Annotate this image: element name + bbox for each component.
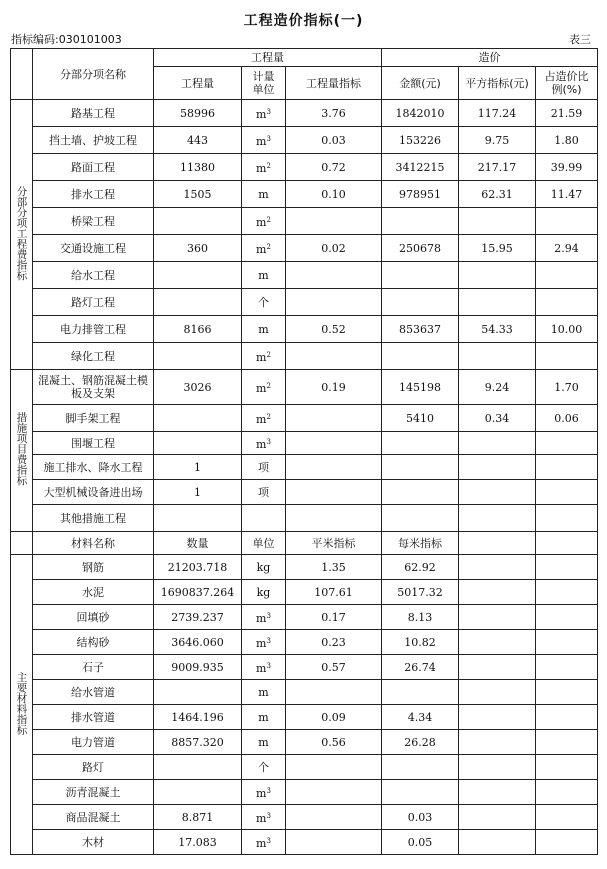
sqm-index: 9.24 xyxy=(459,370,536,405)
quantity-index: 3.76 xyxy=(286,100,382,127)
quantity-index xyxy=(286,405,382,432)
cost-ratio: 39.99 xyxy=(536,154,598,181)
table-row xyxy=(11,480,598,505)
page-title: 工程造价指标(一) xyxy=(243,13,364,29)
table-row xyxy=(11,262,598,289)
unit-exponent: 2 xyxy=(266,215,271,224)
material-sqm-index: 0.56 xyxy=(286,730,382,755)
empty-cell xyxy=(459,555,536,580)
material-sqm-index xyxy=(286,805,382,830)
quantity xyxy=(154,505,242,532)
material-meter-index: 0.03 xyxy=(382,805,459,830)
cost-ratio: 1.80 xyxy=(536,127,598,154)
table-row xyxy=(11,780,598,805)
material-unit xyxy=(242,730,286,755)
unit-text: m xyxy=(256,786,267,800)
empty-cell xyxy=(536,580,598,605)
material-sqm-index xyxy=(286,680,382,705)
quantity-index: 0.02 xyxy=(286,235,382,262)
header-ratio xyxy=(536,67,598,100)
empty-cell xyxy=(459,805,536,830)
unit xyxy=(242,316,286,343)
unit-text: m xyxy=(256,661,267,675)
amount xyxy=(382,505,459,532)
unit-text: m xyxy=(256,134,267,148)
cost-ratio xyxy=(536,480,598,505)
amount xyxy=(382,208,459,235)
header-unit-text: 计量单位 xyxy=(252,70,275,96)
unit-text: m xyxy=(258,322,269,336)
quantity: 1 xyxy=(154,455,242,480)
quantity-index xyxy=(286,432,382,455)
material-quantity: 8.871 xyxy=(154,805,242,830)
empty-cell xyxy=(536,555,598,580)
item-name: 施工排水、降水工程 xyxy=(33,455,154,480)
empty-cell xyxy=(459,580,536,605)
material-meter-index: 0.05 xyxy=(382,830,459,855)
item-name: 脚手架工程 xyxy=(33,405,154,432)
header-qty-index: 工程量指标 xyxy=(286,67,382,100)
unit-text: 个 xyxy=(258,295,269,309)
sqm-index xyxy=(459,505,536,532)
cost-ratio: 10.00 xyxy=(536,316,598,343)
unit-text: 项 xyxy=(258,460,269,474)
material-meter-index xyxy=(382,755,459,780)
header-blank xyxy=(11,532,33,555)
amount xyxy=(382,343,459,370)
unit xyxy=(242,370,286,405)
material-name: 结构砂 xyxy=(33,630,154,655)
sqm-index xyxy=(459,480,536,505)
table-row xyxy=(11,705,598,730)
unit-exponent: 3 xyxy=(266,811,271,820)
cost-ratio: 1.70 xyxy=(536,370,598,405)
header-material-name: 材料名称 xyxy=(33,532,154,555)
material-quantity: 17.083 xyxy=(154,830,242,855)
header-material-sqm: 平米指标 xyxy=(286,532,382,555)
unit xyxy=(242,127,286,154)
table-row xyxy=(11,100,598,127)
unit-exponent: 3 xyxy=(266,611,271,620)
material-name: 钢筋 xyxy=(33,555,154,580)
unit xyxy=(242,289,286,316)
header-material-meter: 每米指标 xyxy=(382,532,459,555)
item-name: 桥梁工程 xyxy=(33,208,154,235)
quantity xyxy=(154,262,242,289)
material-unit xyxy=(242,580,286,605)
empty-cell xyxy=(536,830,598,855)
material-meter-index: 26.28 xyxy=(382,730,459,755)
material-quantity: 1690837.264 xyxy=(154,580,242,605)
sqm-index xyxy=(459,343,536,370)
table-row xyxy=(11,181,598,208)
empty-cell xyxy=(459,755,536,780)
quantity-index xyxy=(286,208,382,235)
unit-exponent: 3 xyxy=(266,107,271,116)
table-row xyxy=(11,805,598,830)
unit-text: m xyxy=(258,685,269,699)
sqm-index: 9.75 xyxy=(459,127,536,154)
quantity-index: 0.52 xyxy=(286,316,382,343)
quantity: 1505 xyxy=(154,181,242,208)
amount: 145198 xyxy=(382,370,459,405)
unit-text: m xyxy=(256,636,267,650)
material-quantity xyxy=(154,680,242,705)
header-unit xyxy=(242,67,286,100)
item-name: 混凝土、钢筋混凝土模板及支架 xyxy=(33,370,154,405)
material-unit xyxy=(242,605,286,630)
material-name: 沥青混凝土 xyxy=(33,780,154,805)
cost-ratio xyxy=(536,262,598,289)
item-name: 大型机械设备进出场 xyxy=(33,480,154,505)
quantity-index: 0.03 xyxy=(286,127,382,154)
unit-exponent: 2 xyxy=(266,242,271,251)
quantity: 8166 xyxy=(154,316,242,343)
sqm-index: 15.95 xyxy=(459,235,536,262)
amount xyxy=(382,480,459,505)
cost-index-table xyxy=(10,48,598,855)
sqm-index: 0.34 xyxy=(459,405,536,432)
quantity-index xyxy=(286,262,382,289)
empty-cell xyxy=(536,630,598,655)
item-name: 路灯工程 xyxy=(33,289,154,316)
table-row xyxy=(11,555,598,580)
material-name: 路灯 xyxy=(33,755,154,780)
quantity: 1 xyxy=(154,480,242,505)
empty-cell xyxy=(536,780,598,805)
unit-text: m xyxy=(258,710,269,724)
quantity-index: 0.10 xyxy=(286,181,382,208)
empty-cell xyxy=(536,680,598,705)
material-unit xyxy=(242,555,286,580)
empty-cell xyxy=(459,830,536,855)
table-row xyxy=(11,127,598,154)
material-sqm-index xyxy=(286,780,382,805)
material-unit xyxy=(242,630,286,655)
cost-ratio: 21.59 xyxy=(536,100,598,127)
item-name: 路面工程 xyxy=(33,154,154,181)
material-sqm-index: 0.09 xyxy=(286,705,382,730)
cost-ratio xyxy=(536,505,598,532)
material-meter-index: 4.34 xyxy=(382,705,459,730)
header-material-qty: 数量 xyxy=(154,532,242,555)
material-unit xyxy=(242,705,286,730)
empty-cell xyxy=(459,705,536,730)
section-label-text: 分部分项工程费指标 xyxy=(15,185,28,281)
unit-text: m xyxy=(258,268,269,282)
empty-cell xyxy=(459,730,536,755)
table-row xyxy=(11,830,598,855)
material-sqm-index: 1.35 xyxy=(286,555,382,580)
quantity-index xyxy=(286,455,382,480)
header-ratio-text: 占造价比例(%) xyxy=(544,70,589,96)
cost-ratio xyxy=(536,455,598,480)
table-row xyxy=(11,755,598,780)
table-row xyxy=(11,154,598,181)
item-name: 挡土墙、护坡工程 xyxy=(33,127,154,154)
material-name: 石子 xyxy=(33,655,154,680)
material-meter-index: 10.82 xyxy=(382,630,459,655)
empty-cell xyxy=(459,532,536,555)
material-sqm-index: 107.61 xyxy=(286,580,382,605)
material-unit xyxy=(242,805,286,830)
material-name: 排水管道 xyxy=(33,705,154,730)
cost-ratio xyxy=(536,289,598,316)
cost-ratio xyxy=(536,208,598,235)
table-row xyxy=(11,655,598,680)
quantity-index xyxy=(286,289,382,316)
section-label-text: 主要材料指标 xyxy=(15,671,28,735)
material-name: 水泥 xyxy=(33,580,154,605)
amount: 5410 xyxy=(382,405,459,432)
unit xyxy=(242,208,286,235)
item-name: 排水工程 xyxy=(33,181,154,208)
unit-text: m xyxy=(256,215,267,229)
section-label-cuoshi xyxy=(11,370,33,532)
cost-ratio: 0.06 xyxy=(536,405,598,432)
quantity xyxy=(154,432,242,455)
material-quantity: 2739.237 xyxy=(154,605,242,630)
material-name: 电力管道 xyxy=(33,730,154,755)
sqm-index xyxy=(459,432,536,455)
header-sqm-index: 平方指标(元) xyxy=(459,67,536,100)
sqm-index xyxy=(459,208,536,235)
material-quantity: 1464.196 xyxy=(154,705,242,730)
material-quantity: 3646.060 xyxy=(154,630,242,655)
amount: 978951 xyxy=(382,181,459,208)
amount xyxy=(382,432,459,455)
unit-text: m xyxy=(256,437,267,451)
header-quantity: 工程量 xyxy=(154,67,242,100)
quantity-index: 0.19 xyxy=(286,370,382,405)
cost-ratio: 11.47 xyxy=(536,181,598,208)
quantity-index xyxy=(286,343,382,370)
quantity: 360 xyxy=(154,235,242,262)
material-name: 木材 xyxy=(33,830,154,855)
material-quantity: 9009.935 xyxy=(154,655,242,680)
amount: 153226 xyxy=(382,127,459,154)
material-meter-index: 62.92 xyxy=(382,555,459,580)
sqm-index: 62.31 xyxy=(459,181,536,208)
material-unit xyxy=(242,830,286,855)
empty-cell xyxy=(459,680,536,705)
unit xyxy=(242,455,286,480)
amount: 250678 xyxy=(382,235,459,262)
sqm-index xyxy=(459,262,536,289)
unit-text: m xyxy=(256,242,267,256)
quantity-index: 0.72 xyxy=(286,154,382,181)
section-label-text: 措施项目费指标 xyxy=(15,412,28,486)
unit-text: m xyxy=(256,350,267,364)
unit-exponent: 3 xyxy=(266,661,271,670)
empty-cell xyxy=(536,755,598,780)
amount xyxy=(382,289,459,316)
material-meter-index: 26.74 xyxy=(382,655,459,680)
amount xyxy=(382,455,459,480)
amount: 1842010 xyxy=(382,100,459,127)
table-row xyxy=(11,405,598,432)
empty-cell xyxy=(536,655,598,680)
empty-cell xyxy=(459,630,536,655)
unit-text: m xyxy=(258,735,269,749)
material-quantity xyxy=(154,780,242,805)
cost-ratio: 2.94 xyxy=(536,235,598,262)
unit-text: 项 xyxy=(258,485,269,499)
unit-exponent: 3 xyxy=(266,836,271,845)
table-row xyxy=(11,730,598,755)
material-quantity: 8857.320 xyxy=(154,730,242,755)
empty-cell xyxy=(536,730,598,755)
amount: 853637 xyxy=(382,316,459,343)
material-unit xyxy=(242,680,286,705)
empty-cell xyxy=(536,705,598,730)
table-row xyxy=(11,316,598,343)
unit-exponent: 2 xyxy=(266,350,271,359)
table-row xyxy=(11,432,598,455)
header-material-unit: 单位 xyxy=(242,532,286,555)
unit-text: kg xyxy=(256,585,271,599)
header-cost-group: 造价 xyxy=(382,49,598,67)
empty-cell xyxy=(536,605,598,630)
unit xyxy=(242,405,286,432)
unit-exponent: 2 xyxy=(266,161,271,170)
material-sqm-index xyxy=(286,830,382,855)
quantity xyxy=(154,208,242,235)
material-header-row xyxy=(11,532,598,555)
unit xyxy=(242,181,286,208)
material-quantity: 21203.718 xyxy=(154,555,242,580)
unit-exponent: 3 xyxy=(266,786,271,795)
item-name: 交通设施工程 xyxy=(33,235,154,262)
material-meter-index xyxy=(382,780,459,805)
item-name: 电力排管工程 xyxy=(33,316,154,343)
table-row xyxy=(11,505,598,532)
empty-cell xyxy=(459,780,536,805)
quantity xyxy=(154,343,242,370)
item-name: 其他措施工程 xyxy=(33,505,154,532)
header-item-name: 分部分项名称 xyxy=(33,49,154,100)
quantity: 443 xyxy=(154,127,242,154)
material-sqm-index: 0.23 xyxy=(286,630,382,655)
material-sqm-index: 0.17 xyxy=(286,605,382,630)
material-unit xyxy=(242,755,286,780)
quantity: 11380 xyxy=(154,154,242,181)
unit xyxy=(242,154,286,181)
unit-text: 个 xyxy=(258,760,269,774)
unit-text: m xyxy=(256,611,267,625)
empty-cell xyxy=(536,532,598,555)
section-label-fenbu xyxy=(11,100,33,370)
unit xyxy=(242,262,286,289)
amount xyxy=(382,262,459,289)
index-code: 指标编码:030101003 xyxy=(11,33,122,46)
empty-cell xyxy=(459,605,536,630)
quantity: 58996 xyxy=(154,100,242,127)
material-sqm-index xyxy=(286,755,382,780)
quantity-index xyxy=(286,505,382,532)
material-unit xyxy=(242,655,286,680)
table-row xyxy=(11,289,598,316)
quantity-index xyxy=(286,480,382,505)
unit-text: kg xyxy=(256,560,271,574)
material-meter-index: 8.13 xyxy=(382,605,459,630)
amount: 3412215 xyxy=(382,154,459,181)
material-name: 商品混凝土 xyxy=(33,805,154,830)
header-amount: 金额(元) xyxy=(382,67,459,100)
unit-exponent: 2 xyxy=(266,381,271,390)
header-quantity-group: 工程量 xyxy=(154,49,382,67)
table-row xyxy=(11,680,598,705)
unit-text: m xyxy=(256,412,267,426)
table-row xyxy=(11,630,598,655)
material-unit xyxy=(242,780,286,805)
sqm-index: 217.17 xyxy=(459,154,536,181)
unit-exponent: 2 xyxy=(266,412,271,421)
cost-ratio xyxy=(536,343,598,370)
sqm-index xyxy=(459,289,536,316)
table-row xyxy=(11,370,598,405)
unit xyxy=(242,432,286,455)
header-blank xyxy=(11,49,33,100)
material-meter-index xyxy=(382,680,459,705)
unit-exponent: 3 xyxy=(266,437,271,446)
unit-text: m xyxy=(256,161,267,175)
unit-text: m xyxy=(256,107,267,121)
table-row xyxy=(11,343,598,370)
unit xyxy=(242,343,286,370)
empty-cell xyxy=(536,805,598,830)
material-sqm-index: 0.57 xyxy=(286,655,382,680)
unit-text: m xyxy=(256,381,267,395)
unit xyxy=(242,480,286,505)
material-meter-index: 5017.32 xyxy=(382,580,459,605)
unit xyxy=(242,235,286,262)
cost-ratio xyxy=(536,432,598,455)
unit xyxy=(242,505,286,532)
table-row xyxy=(11,455,598,480)
item-name: 路基工程 xyxy=(33,100,154,127)
empty-cell xyxy=(459,655,536,680)
sqm-index xyxy=(459,455,536,480)
item-name: 绿化工程 xyxy=(33,343,154,370)
table-row xyxy=(11,580,598,605)
unit-text: m xyxy=(258,187,269,201)
quantity: 3026 xyxy=(154,370,242,405)
unit xyxy=(242,100,286,127)
quantity xyxy=(154,289,242,316)
unit-text: m xyxy=(256,811,267,825)
table-row xyxy=(11,605,598,630)
material-name: 给水管道 xyxy=(33,680,154,705)
sqm-index: 54.33 xyxy=(459,316,536,343)
section-label-cailiao xyxy=(11,555,33,855)
quantity xyxy=(154,405,242,432)
unit-exponent: 3 xyxy=(266,636,271,645)
sqm-index: 117.24 xyxy=(459,100,536,127)
table-number: 表三 xyxy=(569,33,591,46)
unit-text: m xyxy=(256,836,267,850)
table-row xyxy=(11,208,598,235)
item-name: 围堰工程 xyxy=(33,432,154,455)
material-name: 回填砂 xyxy=(33,605,154,630)
item-name: 给水工程 xyxy=(33,262,154,289)
material-quantity xyxy=(154,755,242,780)
unit-exponent: 3 xyxy=(266,134,271,143)
table-row xyxy=(11,235,598,262)
